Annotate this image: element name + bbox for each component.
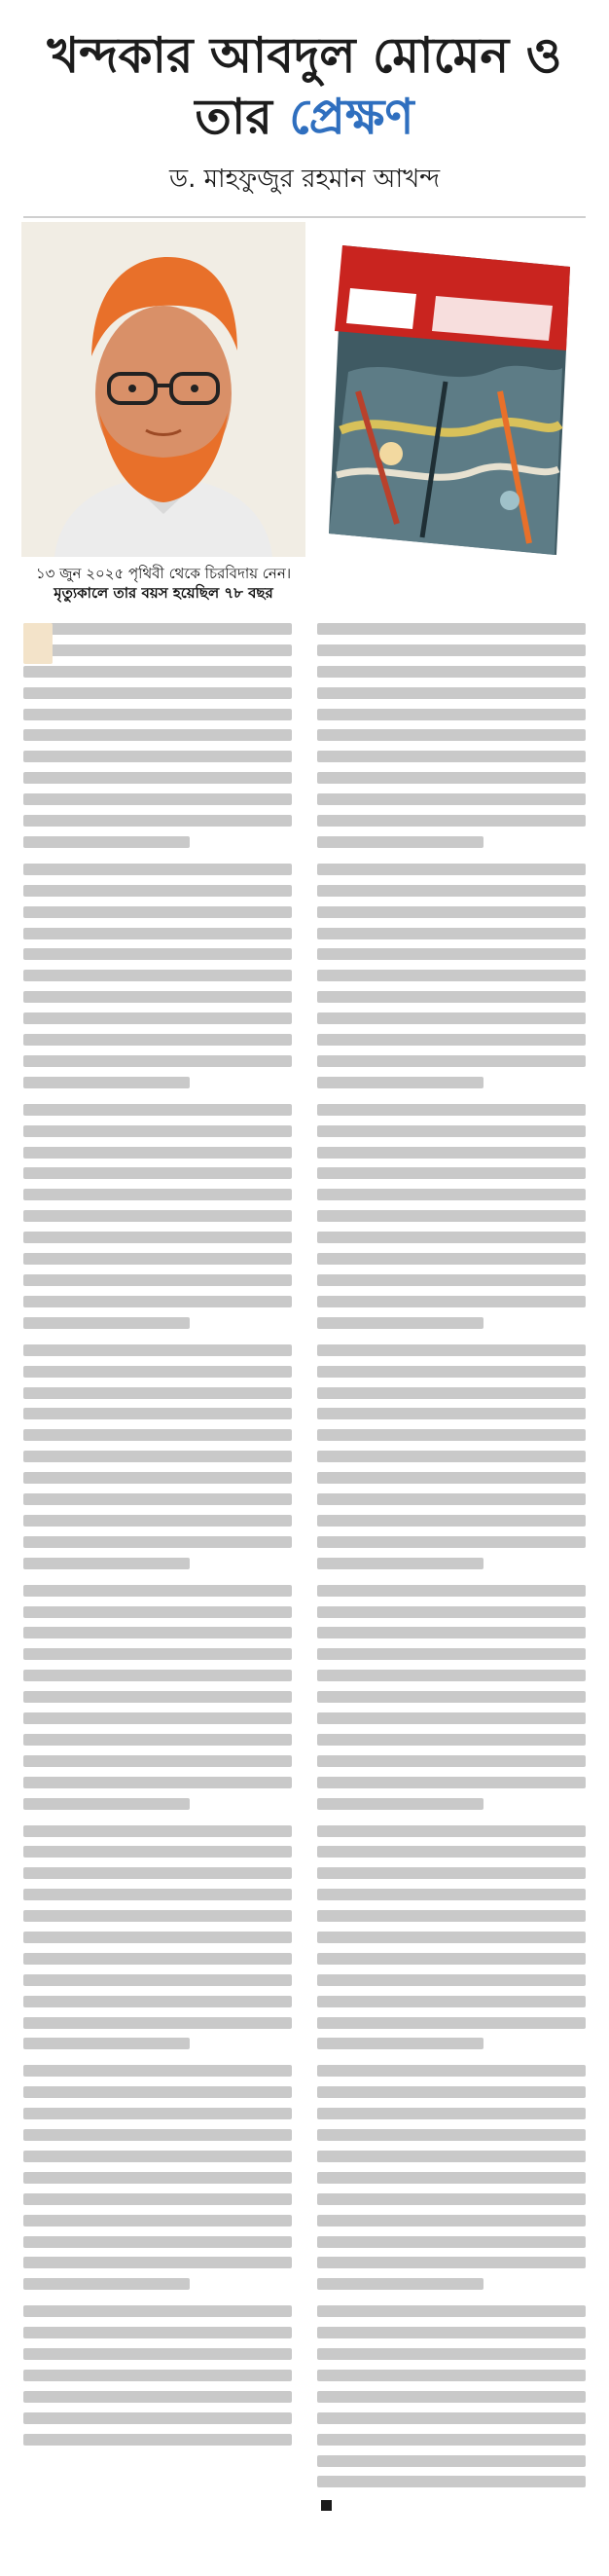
text-line-placeholder (317, 1147, 586, 1159)
text-line-placeholder (317, 1451, 586, 1462)
text-line-placeholder (23, 1147, 292, 1159)
text-line-placeholder (317, 815, 586, 827)
text-line-placeholder (23, 709, 292, 720)
drop-cap (23, 623, 53, 664)
text-line-placeholder (23, 1210, 292, 1222)
text-line-placeholder (23, 1189, 292, 1200)
text-line-placeholder (317, 1734, 586, 1746)
text-line-placeholder (23, 1408, 292, 1419)
text-line-placeholder (23, 2038, 190, 2049)
text-line-placeholder (23, 864, 292, 875)
text-line-placeholder (23, 836, 190, 848)
text-line-placeholder (317, 1125, 586, 1137)
text-line-placeholder (23, 1889, 292, 1900)
text-line-placeholder (317, 1777, 586, 1788)
text-line-placeholder (317, 1012, 586, 1024)
text-line-placeholder (317, 1104, 586, 1116)
text-line-placeholder (317, 2455, 586, 2467)
text-line-placeholder (317, 1627, 586, 1638)
text-line-placeholder (23, 1125, 292, 1137)
text-line-placeholder (317, 1167, 586, 1179)
text-line-placeholder (23, 751, 292, 762)
text-line-placeholder (23, 2434, 292, 2446)
text-line-placeholder (23, 1648, 292, 1660)
text-line-placeholder (23, 1953, 292, 1965)
text-line-placeholder (23, 1253, 292, 1265)
text-line-placeholder (317, 2370, 586, 2381)
text-line-placeholder (23, 1670, 292, 1681)
text-line-placeholder (317, 928, 586, 939)
text-line-placeholder (23, 2327, 292, 2338)
portrait-illustration (21, 222, 305, 557)
text-line-placeholder (23, 1472, 292, 1484)
article-body (23, 623, 586, 2560)
text-line-placeholder (23, 793, 292, 805)
text-line-placeholder (317, 1317, 484, 1329)
text-line-placeholder (317, 1670, 586, 1681)
text-line-placeholder (317, 1889, 586, 1900)
text-line-placeholder (23, 2391, 292, 2403)
text-line-placeholder (23, 2236, 292, 2248)
text-line-placeholder (317, 1996, 586, 2007)
media-section (21, 222, 588, 606)
text-line-placeholder (23, 1034, 292, 1046)
text-line-placeholder (23, 1274, 292, 1286)
text-line-placeholder (317, 1910, 586, 1922)
text-line-placeholder (317, 2348, 586, 2360)
text-line-placeholder (23, 2108, 292, 2119)
text-line-placeholder (23, 666, 292, 678)
text-line-placeholder (23, 2305, 292, 2317)
text-line-placeholder (23, 2151, 292, 2162)
photo-caption-line-2: মৃত্যুকালে তার বয়স হয়েছিল ৭৮ বছর (54, 583, 273, 602)
text-line-placeholder (317, 1712, 586, 1724)
text-line-placeholders-left (23, 623, 292, 2446)
text-line-placeholder (23, 1317, 190, 1329)
text-line-placeholder (317, 1210, 586, 1222)
text-line-placeholder (23, 1296, 292, 1307)
text-line-placeholder (317, 644, 586, 656)
text-line-placeholder (23, 1232, 292, 1243)
end-mark-icon (321, 2500, 332, 2511)
text-line-placeholder (317, 1366, 586, 1378)
text-line-placeholder (317, 1606, 586, 1618)
text-line-placeholder (317, 2236, 586, 2248)
text-line-placeholder (23, 2215, 292, 2226)
text-line-placeholder (23, 1846, 292, 1858)
text-line-placeholder (317, 623, 586, 635)
text-line-placeholder (23, 644, 292, 656)
text-line-placeholder (23, 1012, 292, 1024)
text-line-placeholder (23, 2129, 292, 2141)
book-cover-illustration (329, 245, 570, 555)
text-line-placeholder (23, 970, 292, 981)
text-line-placeholder (317, 1648, 586, 1660)
text-line-placeholder (317, 2193, 586, 2205)
text-line-placeholder (317, 1974, 586, 1986)
text-line-placeholder (317, 1034, 586, 1046)
text-line-placeholder (23, 1515, 292, 1527)
text-line-placeholder (23, 1798, 190, 1810)
text-line-placeholder (23, 1429, 292, 1441)
text-line-placeholder (317, 1691, 586, 1703)
text-line-placeholder (23, 1558, 190, 1569)
text-line-placeholder (317, 2151, 586, 2162)
text-line-placeholder (317, 2038, 484, 2049)
text-line-placeholder (23, 2017, 292, 2029)
text-line-placeholder (23, 2348, 292, 2360)
text-line-placeholder (317, 1798, 484, 1810)
text-line-placeholder (317, 1472, 586, 1484)
text-line-placeholder (23, 2086, 292, 2098)
text-line-placeholder (317, 1585, 586, 1597)
text-line-placeholder (23, 815, 292, 827)
text-line-placeholder (317, 1408, 586, 1419)
text-line-placeholder (23, 928, 292, 939)
text-line-placeholder (317, 2434, 586, 2446)
text-line-placeholder (317, 970, 586, 981)
text-line-placeholder (317, 885, 586, 897)
text-line-placeholder (23, 1104, 292, 1116)
portrait-photo (21, 222, 305, 602)
text-line-placeholder (23, 1910, 292, 1922)
text-line-placeholder (317, 2257, 586, 2268)
text-line-placeholder (317, 709, 586, 720)
text-line-placeholders-right (317, 623, 586, 2487)
text-line-placeholder (23, 1755, 292, 1767)
text-line-placeholder (23, 1493, 292, 1505)
text-line-placeholder (23, 906, 292, 918)
headline (23, 25, 586, 147)
text-line-placeholder (317, 1515, 586, 1527)
article-column-left (23, 623, 292, 2560)
text-line-placeholder (317, 1536, 586, 1548)
text-line-placeholder (23, 1932, 292, 1943)
text-line-placeholder (317, 1055, 586, 1067)
text-line-placeholder (317, 1274, 586, 1286)
text-line-placeholder (317, 836, 484, 848)
text-line-placeholder (23, 623, 292, 635)
text-line-placeholder (317, 1558, 484, 1569)
text-line-placeholder (23, 1825, 292, 1837)
text-line-placeholder (23, 2172, 292, 2184)
text-line-placeholder (23, 948, 292, 960)
text-line-placeholder (317, 991, 586, 1003)
text-line-placeholder (317, 2305, 586, 2317)
byline: ড. মাহফুজুর রহমান আখন্দ (168, 165, 441, 194)
text-line-placeholder (23, 1055, 292, 1067)
text-line-placeholder (317, 1189, 586, 1200)
text-line-placeholder (23, 2370, 292, 2381)
text-line-placeholder (23, 729, 292, 741)
text-line-placeholder (23, 1077, 190, 1088)
text-line-placeholder (317, 1232, 586, 1243)
text-line-placeholder (23, 2193, 292, 2205)
text-line-placeholder (317, 2278, 484, 2290)
text-line-placeholder (317, 2086, 586, 2098)
text-line-placeholder (317, 2172, 586, 2184)
text-line-placeholder (23, 1867, 292, 1879)
text-line-placeholder (317, 1493, 586, 1505)
text-line-placeholder (23, 885, 292, 897)
headline-line-1: খন্দকার আবদুল মোমেন ও (47, 27, 562, 84)
text-line-placeholder (23, 1451, 292, 1462)
text-line-placeholder (317, 2476, 586, 2487)
book-cover (329, 245, 570, 555)
photo-caption (21, 565, 305, 603)
text-line-placeholder (23, 1585, 292, 1597)
text-line-placeholder (317, 906, 586, 918)
text-line-placeholder (23, 1734, 292, 1746)
text-line-placeholder (317, 1429, 586, 1441)
photo-caption-line-1: ১৩ জুন ২০২৫ পৃথিবী থেকে চিরবিদায় নেন। (35, 565, 292, 582)
text-line-placeholder (317, 729, 586, 741)
text-line-placeholder (317, 2129, 586, 2141)
text-line-placeholder (317, 2215, 586, 2226)
text-line-placeholder (317, 2412, 586, 2424)
headline-accent: প্রেক্ষণ (289, 88, 414, 145)
text-line-placeholder (317, 1077, 484, 1088)
text-line-placeholder (23, 772, 292, 784)
text-line-placeholder (23, 1777, 292, 1788)
headline-line-2: তার (195, 88, 290, 145)
text-line-placeholder (317, 751, 586, 762)
text-line-placeholder (23, 2065, 292, 2077)
text-line-placeholder (23, 1996, 292, 2007)
text-line-placeholder (317, 772, 586, 784)
text-line-placeholder (23, 2257, 292, 2268)
text-line-placeholder (317, 1932, 586, 1943)
text-line-placeholder (317, 2065, 586, 2077)
text-line-placeholder (23, 1712, 292, 1724)
text-line-placeholder (23, 2412, 292, 2424)
article-column-right (317, 623, 586, 2560)
text-line-placeholder (317, 948, 586, 960)
text-line-placeholder (317, 864, 586, 875)
text-line-placeholder (23, 2278, 190, 2290)
text-line-placeholder (23, 1387, 292, 1399)
header-divider (23, 216, 586, 218)
text-line-placeholder (23, 1627, 292, 1638)
text-line-placeholder (317, 1755, 586, 1767)
text-line-placeholder (23, 1167, 292, 1179)
text-line-placeholder (317, 1296, 586, 1307)
text-line-placeholder (23, 1691, 292, 1703)
text-line-placeholder (317, 2017, 586, 2029)
text-line-placeholder (23, 1536, 292, 1548)
text-line-placeholder (317, 1825, 586, 1837)
text-line-placeholder (317, 2108, 586, 2119)
text-line-placeholder (23, 687, 292, 699)
article-header (0, 0, 609, 195)
text-line-placeholder (317, 1867, 586, 1879)
text-line-placeholder (23, 1344, 292, 1356)
text-line-placeholder (317, 666, 586, 678)
text-line-placeholder (23, 1606, 292, 1618)
text-line-placeholder (23, 991, 292, 1003)
text-line-placeholder (317, 2391, 586, 2403)
text-line-placeholder (317, 793, 586, 805)
text-line-placeholder (317, 2327, 586, 2338)
text-line-placeholder (317, 1846, 586, 1858)
text-line-placeholder (317, 1387, 586, 1399)
text-line-placeholder (23, 1366, 292, 1378)
text-line-placeholder (317, 687, 586, 699)
text-line-placeholder (317, 1953, 586, 1965)
text-line-placeholder (23, 1974, 292, 1986)
text-line-placeholder (317, 1344, 586, 1356)
text-line-placeholder (317, 1253, 586, 1265)
